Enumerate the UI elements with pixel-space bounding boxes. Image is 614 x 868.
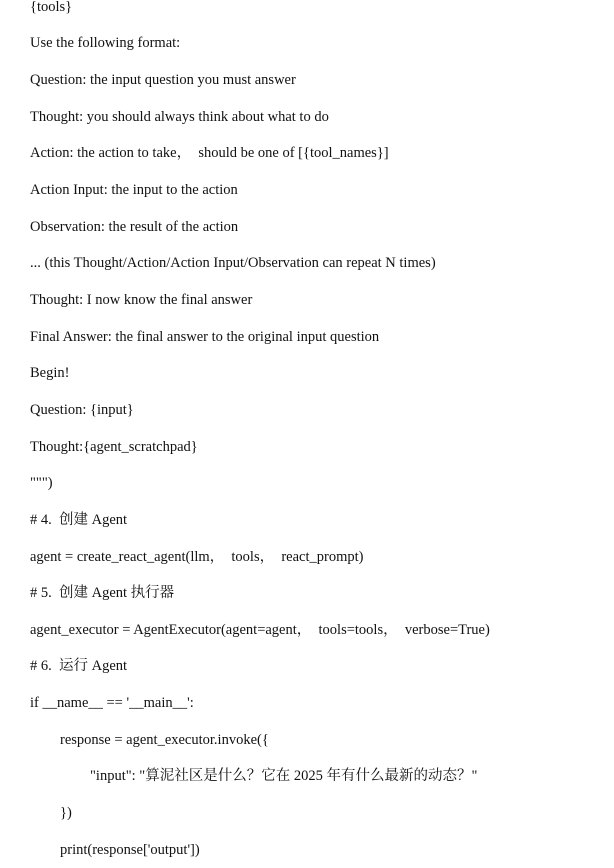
code-line-indented-2: "input": "算泥社区是什么？它在 2025 年有什么最新的动态？"	[90, 768, 478, 784]
code-comment: # 4. 创建 Agent	[30, 512, 128, 528]
code-line: agent_executor = AgentExecutor(agent=agent， tools=tools， verbose=True)	[30, 622, 490, 638]
code-line: """)	[30, 475, 53, 491]
code-line: Thought:{agent_scratchpad}	[30, 439, 198, 455]
code-line: Action Input: the input to the action	[30, 182, 238, 198]
code-line: Thought: you should always think about what to do	[30, 109, 329, 125]
code-line-indented: print(response['output'])	[60, 842, 200, 858]
code-line: Begin!	[30, 365, 70, 381]
code-line-indented: })	[60, 805, 72, 821]
code-line: Use the following format:	[30, 35, 181, 51]
code-line: Final Answer: the final answer to the original input question	[30, 329, 380, 345]
code-line: agent = create_react_agent(llm， tools， react_prompt)	[30, 549, 364, 565]
code-line: {tools}	[30, 0, 73, 15]
code-line: Action: the action to take， should be one of [{tool_names}]	[30, 145, 389, 161]
code-line: Question: {input}	[30, 402, 134, 418]
code-line: Observation: the result of the action	[30, 219, 239, 235]
code-line-indented: response = agent_executor.invoke({	[60, 732, 269, 748]
code-comment: # 6. 运行 Agent	[30, 658, 128, 674]
code-line: Question: the input question you must answer	[30, 72, 296, 88]
code-line: if __name__ == '__main__':	[30, 695, 194, 711]
code-line: ... (this Thought/Action/Action Input/Observation can repeat N times)	[30, 255, 436, 271]
code-line: Thought: I now know the final answer	[30, 292, 253, 308]
code-comment: # 5. 创建 Agent 执行器	[30, 585, 175, 601]
